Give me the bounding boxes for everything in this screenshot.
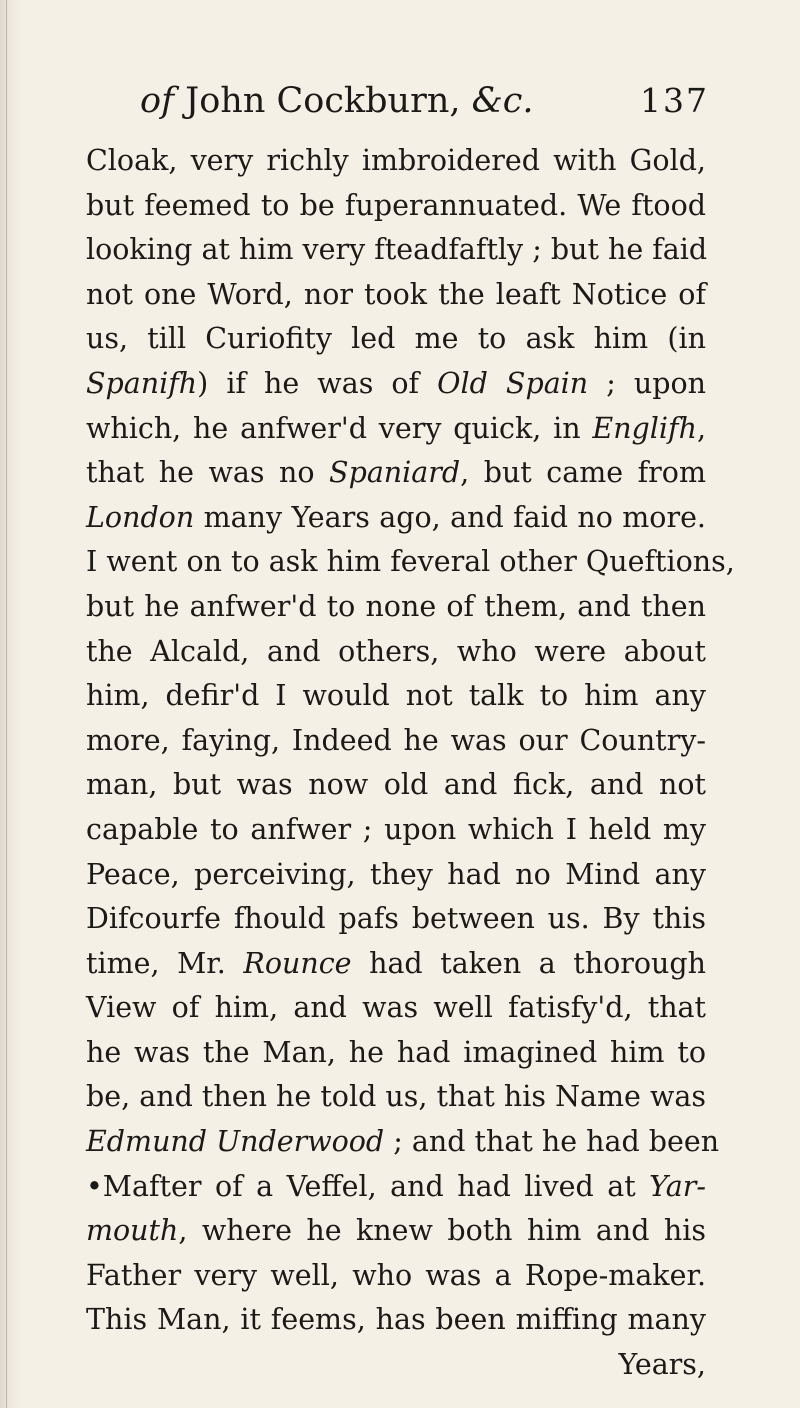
text-line: man, but was now old and fick, and not: [86, 768, 706, 802]
text-line: him, defir'd I would not talk to him any: [86, 679, 706, 713]
italic-text: Old Spain: [437, 366, 589, 400]
text-line: I went on to ask him feveral other Queftions,: [86, 545, 735, 579]
text-line: Difcourfe fhould pafs between us. By this: [86, 902, 706, 936]
page-gutter: [6, 0, 7, 1408]
text-line: which, he anfwer'd very quick, in Englifh,: [86, 411, 706, 445]
text-line: the Alcald, and others, who were about: [86, 634, 706, 668]
italic-text: Spanifh: [86, 366, 198, 400]
header-title: John Cockburn,: [185, 81, 461, 121]
text-line: us, till Curiofity led me to ask him (in: [86, 322, 706, 356]
italic-text: London: [86, 500, 195, 534]
italic-text: Rounce: [243, 946, 352, 980]
text-line: •Mafter of a Veffel, and had lived at Yar-: [86, 1169, 706, 1203]
text-line: Years,: [618, 1348, 706, 1382]
text-line: This Man, it feems, has been miffing many: [86, 1303, 706, 1337]
header-etc: &c.: [471, 81, 534, 121]
text-line: Cloak, very richly imbroidered with Gold,: [86, 144, 706, 177]
text-line: that he was no Spaniard, but came from: [86, 456, 706, 490]
text-line: Father very well, who was a Rope-maker.: [86, 1258, 706, 1292]
text-line: Peace, perceiving, they had no Mind any: [86, 857, 706, 891]
text-line: more, faying, Indeed he was our Country-: [86, 723, 706, 757]
italic-text: Spaniard: [329, 456, 461, 490]
text-line: be, and then he told us, that his Name was: [86, 1080, 706, 1114]
text-line: mouth, where he knew both him and his: [86, 1214, 706, 1248]
text-line: not one Word, nor took the leaft Notice of: [86, 277, 706, 311]
italic-text: Edmund Underwood: [86, 1125, 385, 1159]
italic-text: mouth: [86, 1214, 179, 1248]
text-line: London many Years ago, and faid no more.: [86, 500, 706, 534]
text-line: he was the Man, he had imagined him to: [86, 1035, 706, 1069]
italic-text: Yar-: [649, 1169, 706, 1203]
body-text: [86, 139, 735, 1388]
text-line: but he anfwer'd to none of them, and then: [86, 589, 706, 623]
page-number: 137: [640, 81, 709, 120]
text-line: View of him, and was well fatisfy'd, that: [86, 991, 706, 1025]
text-line: Spanifh) if he was of Old Spain ; upon: [86, 366, 706, 400]
text-line: Edmund Underwood ; and that he had been: [86, 1125, 720, 1159]
text-line: time, Mr. Rounce had taken a thorough: [86, 946, 706, 980]
text-line: but feemed to be fuperannuated. We ftood: [86, 188, 706, 222]
header-prefix: of: [140, 81, 175, 121]
text-line: looking at him very fteadfaftly ; but he faid: [86, 233, 708, 267]
italic-text: Englifh: [592, 411, 697, 445]
text-line: capable to anfwer ; upon which I held my: [86, 812, 706, 846]
running-header: [140, 76, 700, 126]
